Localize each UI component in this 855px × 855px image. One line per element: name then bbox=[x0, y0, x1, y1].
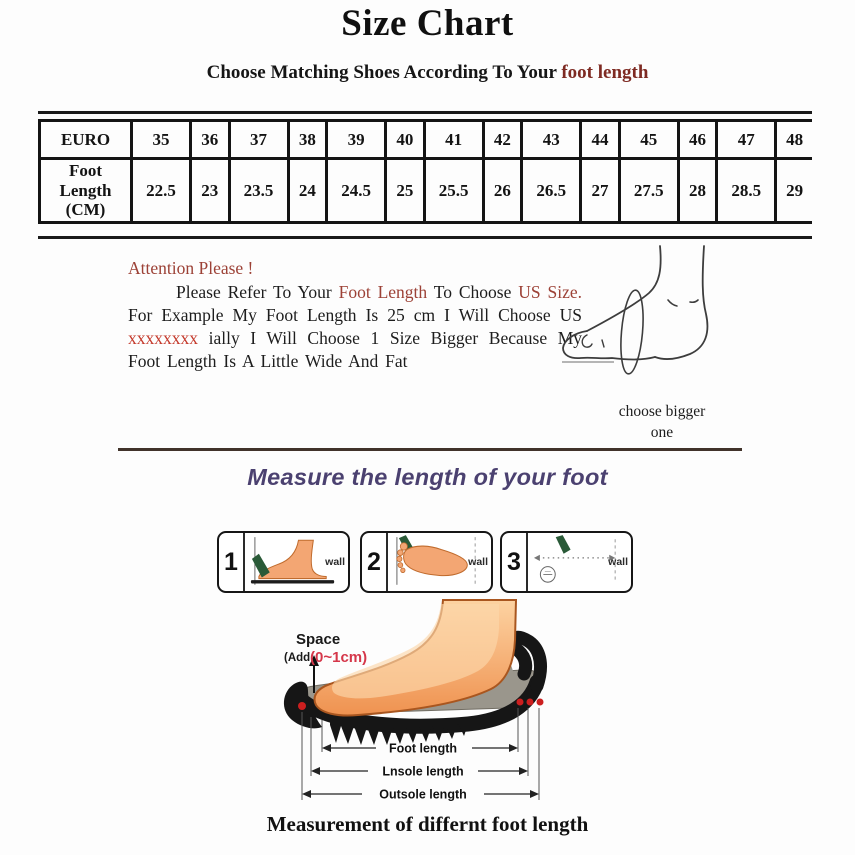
size-cell: 43 bbox=[522, 121, 581, 159]
space-add-label: (Add bbox=[284, 652, 311, 664]
size-cell: 24 bbox=[288, 159, 327, 223]
step-art-3 bbox=[528, 533, 631, 591]
size-cell: 47 bbox=[717, 121, 776, 159]
subtitle bbox=[0, 62, 855, 84]
size-cell: 38 bbox=[288, 121, 327, 159]
subtitle-highlight: foot length bbox=[561, 62, 649, 83]
step-number: 1 bbox=[219, 533, 245, 591]
size-cell: 27.5 bbox=[619, 159, 678, 223]
size-cell: 23.5 bbox=[229, 159, 288, 223]
measure-section-heading: Measure the length of your foot bbox=[247, 464, 608, 490]
table-euro-row bbox=[40, 121, 813, 159]
size-cell: 35 bbox=[132, 121, 191, 159]
attention-segment: To Choose bbox=[427, 282, 519, 302]
step-art-2 bbox=[388, 533, 491, 591]
size-cell: 25 bbox=[386, 159, 425, 223]
wall-label: wall bbox=[608, 556, 628, 568]
size-cell: 40 bbox=[386, 121, 425, 159]
size-cell: 36 bbox=[191, 121, 230, 159]
space-range-label: (0~1cm) bbox=[310, 649, 368, 666]
size-cell: 48 bbox=[776, 121, 812, 159]
size-cell: 41 bbox=[424, 121, 483, 159]
size-cell: 45 bbox=[619, 121, 678, 159]
arrowhead-left-icon bbox=[534, 555, 540, 561]
measurement-diagram bbox=[210, 598, 650, 810]
ruler-circle-icon bbox=[540, 567, 555, 583]
size-cell: 24.5 bbox=[327, 159, 386, 223]
attention-segment: For Example My Foot Length Is 25 cm I Will Choose US bbox=[128, 305, 582, 325]
size-cell: 42 bbox=[483, 121, 522, 159]
attention-segment: ially I Will Choose 1 Size Bigger Because My Foot Length Is A Little Wide And Fat bbox=[128, 328, 582, 371]
size-cell: 37 bbox=[229, 121, 288, 159]
step-panel-1 bbox=[217, 531, 350, 593]
size-cell: 25.5 bbox=[424, 159, 483, 223]
euro-header-cell: EURO bbox=[40, 121, 132, 159]
outsole-length-label: Outsole length bbox=[379, 787, 467, 802]
section-divider bbox=[118, 448, 742, 451]
size-cell: 46 bbox=[678, 121, 717, 159]
measuring-band-icon bbox=[618, 289, 646, 375]
size-cell: 26 bbox=[483, 159, 522, 223]
size-cell: 44 bbox=[581, 121, 620, 159]
step-number: 3 bbox=[502, 533, 528, 591]
attention-heading: Attention Please ! bbox=[128, 258, 254, 278]
wall-label: wall bbox=[468, 556, 488, 568]
attention-segment: Foot Length bbox=[338, 282, 428, 302]
page-title: Size Chart bbox=[341, 3, 514, 44]
bottom-caption: Measurement of differnt foot length bbox=[266, 812, 589, 836]
size-cell: 23 bbox=[191, 159, 230, 223]
step-panel-2 bbox=[360, 531, 493, 593]
foot-sketch-caption: choose bigger one bbox=[618, 403, 706, 441]
marker-pen-icon bbox=[556, 535, 571, 554]
foot-measuring-sketch bbox=[556, 240, 792, 380]
table-length-row bbox=[40, 159, 813, 223]
attention-segment: Please Refer To Your bbox=[176, 282, 339, 302]
size-cell: 28 bbox=[678, 159, 717, 223]
size-cell: 29 bbox=[776, 159, 812, 223]
table-bottom-rule bbox=[38, 236, 812, 239]
size-table bbox=[38, 119, 812, 224]
size-cell: 39 bbox=[327, 121, 386, 159]
wall-label: wall bbox=[325, 556, 345, 568]
step-number: 2 bbox=[362, 533, 388, 591]
insole-length-label: Lnsole length bbox=[382, 764, 464, 779]
attention-paragraph bbox=[128, 281, 582, 373]
foot-length-label: Foot length bbox=[388, 741, 458, 756]
size-cell: 27 bbox=[581, 159, 620, 223]
attention-segment: xxxxxxxx bbox=[128, 328, 198, 348]
attention-block bbox=[128, 258, 582, 373]
size-cell: 26.5 bbox=[522, 159, 581, 223]
size-cell: 22.5 bbox=[132, 159, 191, 223]
footprint-icon bbox=[404, 546, 468, 576]
table-top-rule bbox=[38, 111, 812, 114]
space-label: Space bbox=[296, 631, 341, 648]
step-panel-3 bbox=[500, 531, 633, 593]
attention-segment: US Size. bbox=[518, 282, 582, 302]
ground-bar bbox=[251, 580, 334, 583]
step-art-1 bbox=[245, 533, 348, 591]
subtitle-prefix: Choose Matching Shoes According To Your bbox=[206, 62, 562, 83]
foot-outline bbox=[563, 246, 707, 359]
foot-length-header-cell: Foot Length (CM) bbox=[40, 159, 132, 223]
size-cell: 28.5 bbox=[717, 159, 776, 223]
